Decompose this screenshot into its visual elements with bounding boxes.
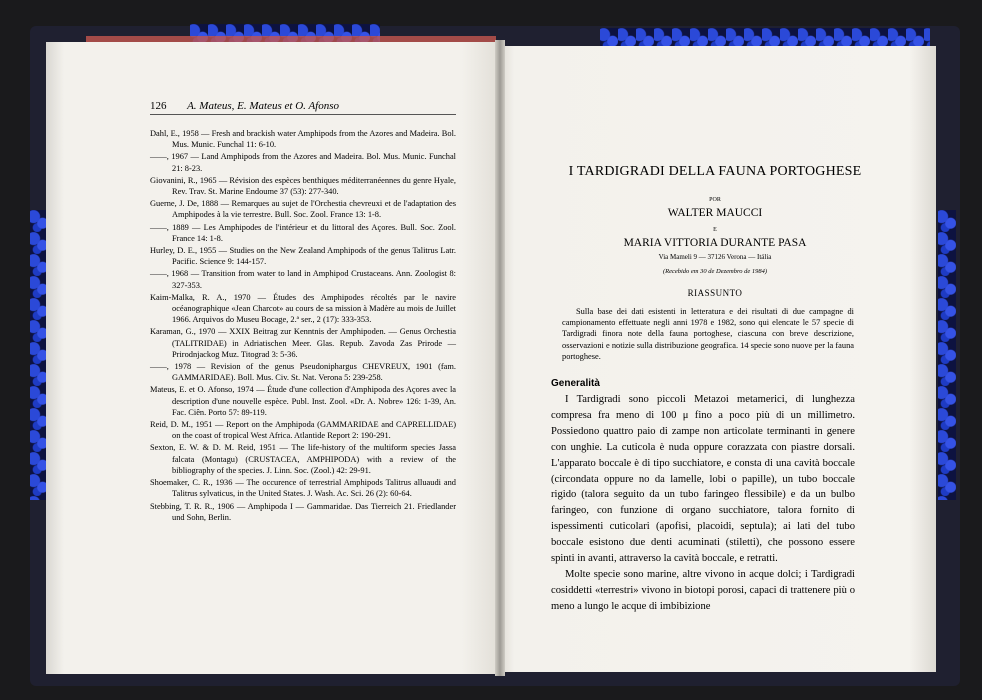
paragraph: Molte specie sono marine, altre vivono in acque dolci; i Tardigradi cosiddetti «terrestri» vivono in biotopi porosi, capaci di trattenere più o meno a lungo le acque di imbibizione [551, 568, 855, 612]
byline-por: POR [709, 197, 721, 203]
book-gutter [495, 40, 505, 676]
reference-entry: Hurley, D. E., 1955 — Studies on the New Zealand Amphipods of the genus Talitrus Latr. Pacific. Science 9: 144-157. [150, 246, 456, 267]
author-2: MARIA VITTORIA DURANTE PASA [623, 237, 807, 249]
marbled-edge-right [938, 210, 956, 500]
page-number: 126 [150, 100, 167, 112]
reference-entry: ——, 1978 — Revision of the genus Pseudoniphargus CHEVREUX, 1901 (fam. GAMMARIDAE). Boll. Mus. Civ. St. Nat. Verona 5: 239-258. [150, 362, 456, 383]
byline-conjunction: E [713, 227, 717, 233]
abstract-heading: RIASSUNTO [687, 288, 743, 298]
abstract-text: Sulla base dei dati esistenti in letteratura e dei risultati di due campagne di campionamento effettuate negli anni 1978 e 1982, sono qui elencate le 57 specie di Tardigradi finora note della fauna portoghese, ciascuna con breve descrizione, osservazioni e notizie sulla distribuzione geografica. 14 specie sono nuove per la fauna portoghese. [562, 307, 854, 361]
reference-entry: ——, 1889 — Les Amphipodes de l'intérieur et du littoral des Açores. Bull. Soc. Zool. France 14: 1-8. [150, 222, 456, 243]
author-1: WALTER MAUCCI [667, 207, 763, 219]
reference-entry: Dahl, E., 1958 — Fresh and brackish water Amphipods from the Azores and Madeira. Bol. Mus. Munic. Funchal 11: 6-10. [150, 129, 456, 150]
body-text [551, 392, 855, 615]
reference-entry: Sexton, E. W. & D. M. Reid, 1951 — The life-history of the multiform species Jassa falcata (Montagu) (CRUSTACEA, AMPHIPODA) with a review of the bibliography of the species. J. Linn. Soc. (Zool.) 42: 29-91. [150, 443, 456, 475]
reference-list [150, 128, 456, 524]
reference-entry: ——, 1968 — Transition from water to land in Amphipod Crustaceans. Ann. Zoologist 8: 327-353. [150, 269, 456, 290]
author-address: Via Mameli 9 — 37126 Verona — Itália [658, 253, 772, 261]
paragraph: I Tardigradi sono piccoli Metazoi metamerici, di lunghezza compresa fra meno di 100 μ fino a poco più di un millimetro. Possiedono quattro paio di zampe non articolate terminanti in genere con unghie. La cuticola è nuda oppure corazzata con piastre dorsali. L'apparato boccale è di tipo succhiatore, e consta di una cavità boccale (circondata oppure no da lamelle, lobi o papille), un tubo boccale rigido (talora seguito da un tubo faringeo flessibile) e da un bulbo faringeo, con funzione di organo succhiatore, talora fornito di ispessimenti cuticolari (apofisi, placoidi, septula); ai lati del tubo boccale esistono due denti acuminati (stiletti), che possono essere spinti in avanti, attraverso la cavità boccale, e retratti. [551, 394, 855, 565]
received-date: (Recebido em 30 de Dezembro de 1984) [662, 268, 768, 275]
reference-entry: Shoemaker, C. R., 1936 — The occurence of terrestrial Amphipods Talitrus alluaudi and Talitrus sylvaticus, in the United States. J. Wash. Ac. Sci. 26 (2): 60-64. [150, 478, 456, 499]
marbled-edge-top-right [600, 28, 930, 46]
running-head [150, 100, 456, 115]
reference-entry: Reid, D. M., 1951 — Report on the Amphipoda (GAMMARIDAE and CAPRELLIDAE) on the coast of tropical West Africa. Atlantide Report 2: 190-291. [150, 420, 456, 441]
reference-entry: Kaim-Malka, R. A., 1970 — Études des Amphipodes récoltés par le navire océanographique «Jean Charcot» au cours de sa mission à Madère au mois de Juillet 1966. Arquivos do Museu Bocage, 2.ª ser., 2 (17): 333-353. [150, 292, 456, 325]
article-title: I TARDIGRADI DELLA FAUNA PORTOGHESE [568, 164, 862, 179]
running-head-authors: A. Mateus, E. Mateus et O. Afonso [187, 100, 340, 112]
reference-entry: Karaman, G., 1970 — XXIX Beitrag zur Kenntnis der Amphipoden. — Genus Orchestia (TALITRIDAE) in Adriatischen Meer. Glas. Repub. Zavoda Zas Prirode — Prirodnjackog Muz. Titograd 3: 5-36. [150, 327, 456, 359]
marbled-edge-left [30, 210, 46, 500]
reference-entry: Stebbing, T. R. R., 1906 — Amphipoda I — Gammaridae. Das Tierreich 21. Friedlander und Sohn, Berlin. [150, 501, 456, 522]
reference-entry: Guerne, J. De, 1888 — Remarques au sujet de l'Orchestia chevreuxi et de l'adaptation des Amphipodes à la vie terrestre. Bull. Soc. Zool. France 13: 1-8. [150, 199, 456, 220]
reference-entry: ——, 1967 — Land Amphipods from the Azores and Madeira. Bol. Mus. Munic. Funchal 21: 8-23. [150, 152, 456, 173]
reference-entry: Mateus, E. et O. Afonso, 1974 — Étude d'une collection d'Amphipoda des Açores avec la description d'une nouvelle espèce. Publ. Inst. Zool. «Dr. A. Nobre» 126: 1-39, An. Fac. Ciên. Porto 57: 89-119. [150, 385, 456, 417]
reference-entry: Giovanini, R., 1965 — Révision des espèces benthiques méditerranéennes du genre Hyale, Rev. Trav. St. Marine Endoume 37 (53): 277-340. [150, 175, 456, 197]
section-heading: Generalità [551, 378, 600, 389]
